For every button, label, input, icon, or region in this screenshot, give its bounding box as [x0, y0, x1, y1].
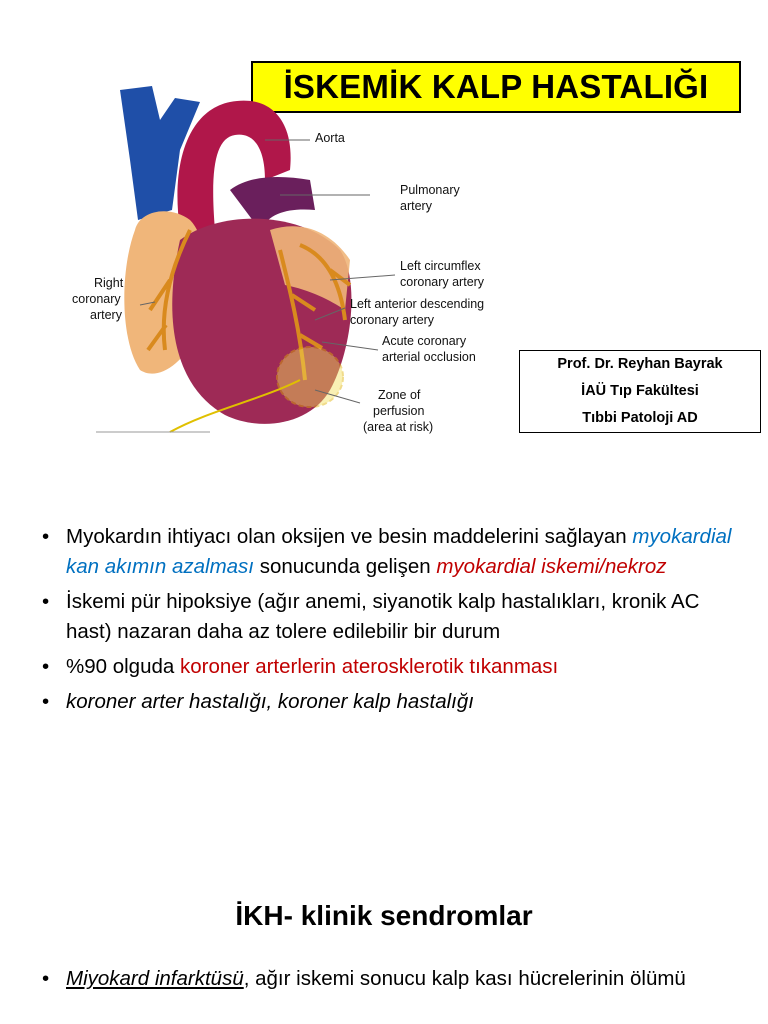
author-department: Tıbbi Patoloji AD	[582, 410, 698, 426]
author-faculty: İAÜ Tıp Fakültesi	[581, 383, 699, 399]
label-lad-1: Left anterior descending	[350, 297, 485, 311]
list-item: • koroner arter hastalığı, koroner kalp hastalığı	[40, 687, 740, 717]
label-pulmonary-1: Pulmonary	[400, 183, 460, 197]
zone-of-perfusion	[277, 347, 343, 407]
list-item: • %90 olguda koroner arterlerin aterosklerotik tıkanması	[40, 652, 740, 682]
list-item: • Miyokard infarktüsü, ağır iskemi sonucu kalp kası hücrelerinin ölümü	[40, 966, 740, 992]
syndrome-list	[40, 966, 740, 992]
list-item: • İskemi pür hipoksiye (ağır anemi, siyanotik kalp hastalıkları, kronik AC hast) nazaran daha az tolere edilebilir bir durum	[40, 587, 740, 647]
label-pulmonary-2: artery	[400, 199, 432, 213]
label-zone-3: (area at risk)	[363, 420, 434, 434]
definition-list	[40, 522, 740, 722]
label-lcx-2: coronary artery	[400, 275, 485, 289]
section-title: İKH- klinik sendromlar	[235, 900, 533, 931]
slide-title: İSKEMİK KALP HASTALIĞI	[251, 61, 741, 113]
label-aorta: Aorta	[315, 131, 345, 145]
label-zone-2: perfusion	[373, 404, 425, 418]
heart-diagram	[60, 80, 510, 435]
label-rca-3: artery	[90, 308, 122, 322]
list-item: • Myokardın ihtiyacı olan oksijen ve besin maddelerini sağlayan myokardial kan akımın azalması sonucunda gelişen myokardial iskemi/nekroz	[40, 522, 740, 582]
author-name: Prof. Dr. Reyhan Bayrak	[557, 356, 723, 372]
label-zone-1: Zone of	[378, 388, 421, 402]
label-rca-1: Right	[94, 276, 124, 290]
label-occlusion-1: Acute coronary	[382, 334, 467, 348]
label-lcx-1: Left circumflex	[400, 259, 481, 273]
author-box	[519, 350, 761, 433]
label-occlusion-2: arterial occlusion	[382, 350, 476, 364]
label-rca-2: coronary	[72, 292, 121, 306]
label-lad-2: coronary artery	[350, 313, 435, 327]
